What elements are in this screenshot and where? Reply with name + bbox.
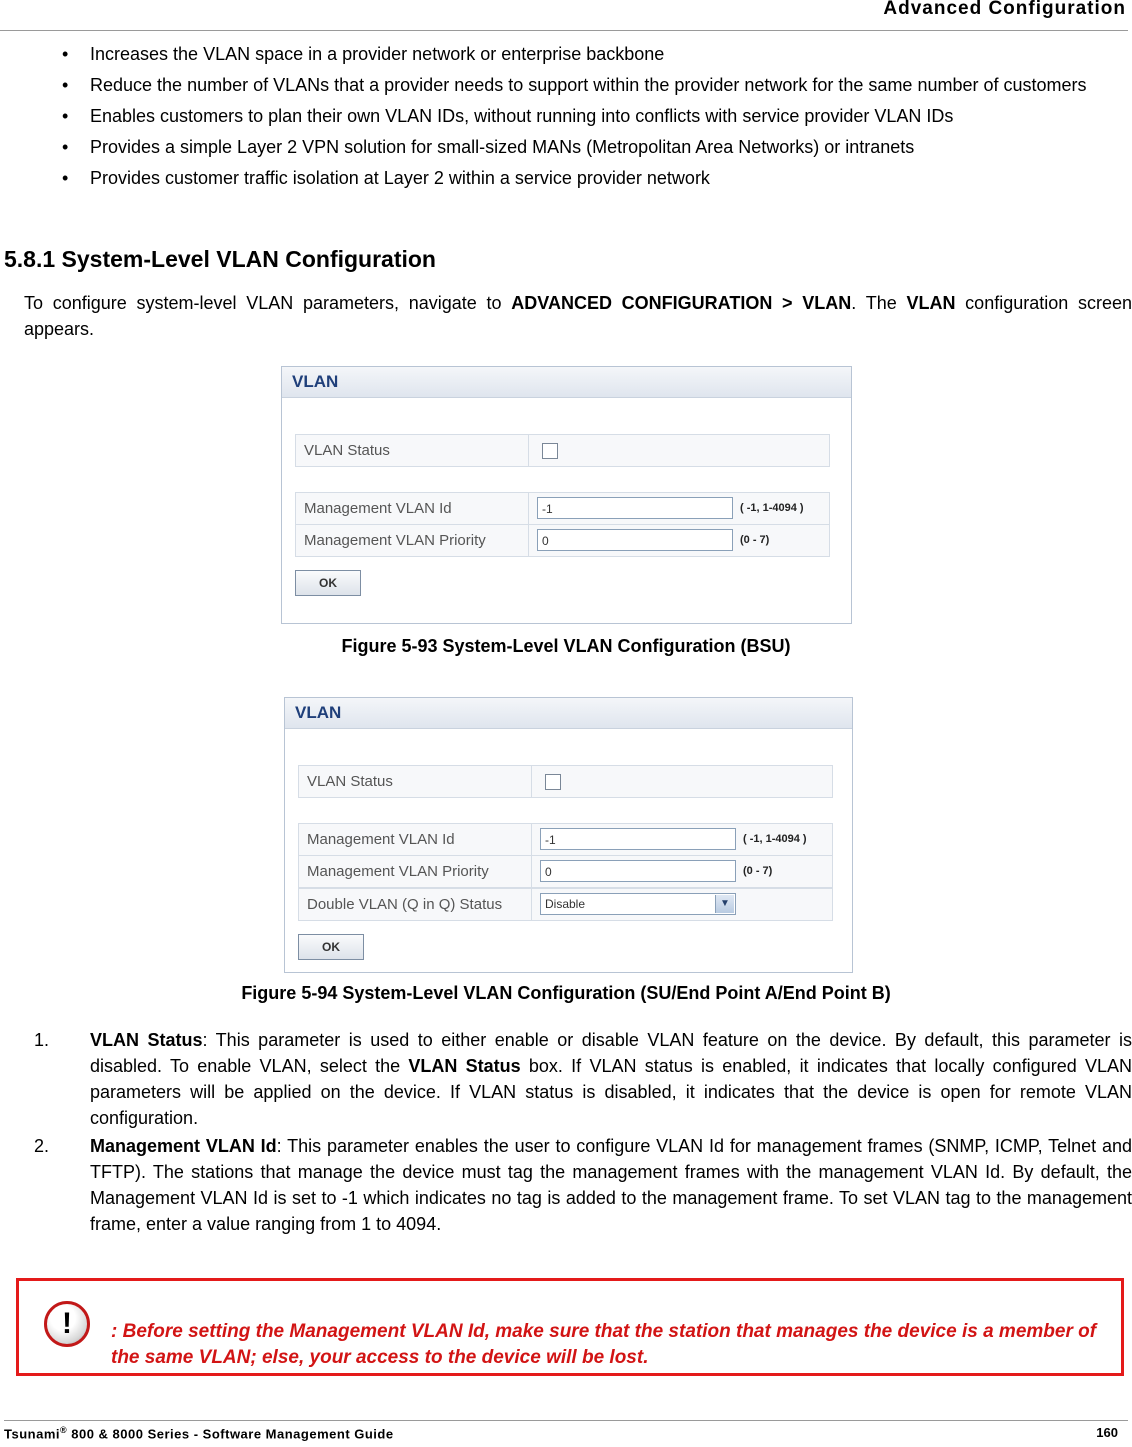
figure-caption: Figure 5-93 System-Level VLAN Configuration (BSU) <box>341 636 791 656</box>
chevron-down-icon: ▼ <box>715 895 734 913</box>
mgmt-vlan-id-range: ( -1, 1-4094 ) <box>743 833 807 845</box>
caution-text: : Before setting the Management VLAN Id, make sure that the station that manages the device is a member of the same VLAN; else, your access to the device will be lost. <box>111 1321 1097 1368</box>
mgmt-vlan-id-row: Management VLAN Id -1 ( -1, 1-4094 ) <box>298 823 833 856</box>
mgmt-vlan-priority-row: Management VLAN Priority 0 (0 - 7) <box>298 855 833 888</box>
mgmt-vlan-priority-range: (0 - 7) <box>740 534 770 546</box>
panel-title-bar <box>282 367 851 398</box>
vlan-status-row: VLAN Status <box>295 434 830 467</box>
vlan-status-checkbox[interactable] <box>545 774 561 790</box>
figure-caption: Figure 5-94 System-Level VLAN Configuration (SU/End Point A/End Point B) <box>241 983 891 1003</box>
mgmt-vlan-priority-input[interactable]: 0 <box>537 529 733 551</box>
bullet-icon: • <box>62 168 69 188</box>
mgmt-vlan-id-input[interactable]: -1 <box>540 828 736 850</box>
bullet-icon: • <box>62 137 69 157</box>
panel-title: VLAN <box>295 703 342 722</box>
bullet-icon: • <box>62 44 69 64</box>
numbered-item-vlan-status: 1. VLAN Status: This parameter is used to either enable or disable VLAN feature on the device. By default, this parameter is disabled. To enable VLAN, select the VLAN Status box. If VLAN status is enabled, it indicates that locally configured VLAN parameters will be applied on the device. If VLAN status is disabled, it indicates that the device is open for remote VLAN configuration. <box>34 1030 1132 1128</box>
mgmt-vlan-id-input[interactable]: -1 <box>537 497 733 519</box>
feature-bullet-list <box>62 42 1122 197</box>
vlan-panel-bsu <box>281 366 852 624</box>
mgmt-vlan-priority-input[interactable]: 0 <box>540 860 736 882</box>
list-item: • Provides a simple Layer 2 VPN solution for small-sized MANs (Metropolitan Area Networks) or intranets <box>62 137 915 157</box>
mgmt-vlan-id-range: ( -1, 1-4094 ) <box>740 502 804 514</box>
list-item: • Provides customer traffic isolation at Layer 2 within a service provider network <box>62 168 710 188</box>
running-header: Advanced Configuration <box>883 0 1126 19</box>
mgmt-vlan-priority-row: Management VLAN Priority 0 (0 - 7) <box>295 524 830 557</box>
footer-title: Tsunami® 800 & 8000 Series - Software Management Guide <box>4 1425 394 1442</box>
bullet-icon: • <box>62 75 69 95</box>
panel-title: VLAN <box>292 372 339 391</box>
ok-button[interactable]: OK <box>298 934 364 960</box>
page-number: 160 <box>1096 1425 1118 1440</box>
header-rule <box>0 30 1128 31</box>
ok-button[interactable]: OK <box>295 570 361 596</box>
warning-icon: ! <box>44 1301 90 1347</box>
numbered-item-mgmt-vlan-id: 2. Management VLAN Id: This parameter enables the user to configure VLAN Id for management frames (SNMP, ICMP, Telnet and TFTP). The stations that manage the device must tag the management frames with the management VLAN Id. By default, the Management VLAN Id is set to -1 which indicates no tag is added to the management frame. To set VLAN tag to the management frame, enter a value ranging from 1 to 4094. <box>34 1136 1132 1234</box>
intro-paragraph: To configure system-level VLAN parameters, navigate to ADVANCED CONFIGURATION > VLAN. The VLAN configuration screen appears. <box>24 293 1132 339</box>
list-item: • Increases the VLAN space in a provider network or enterprise backbone <box>62 44 665 64</box>
vlan-status-row: VLAN Status <box>298 765 833 798</box>
vlan-status-checkbox[interactable] <box>542 443 558 459</box>
mgmt-vlan-priority-range: (0 - 7) <box>743 865 773 877</box>
footer-rule <box>4 1420 1128 1421</box>
bullet-icon: • <box>62 106 69 126</box>
list-item: • Reduce the number of VLANs that a provider needs to support within the provider network for the same number of customers <box>62 75 1087 95</box>
qinq-status-select[interactable]: Disable ▼ <box>540 893 736 915</box>
mgmt-vlan-id-row: Management VLAN Id -1 ( -1, 1-4094 ) <box>295 492 830 525</box>
panel-title-bar <box>285 698 852 729</box>
section-title: 5.8.1 System-Level VLAN Configuration <box>4 246 436 272</box>
caution-note <box>16 1278 1124 1376</box>
list-item: • Enables customers to plan their own VLAN IDs, without running into conflicts with service provider VLAN IDs <box>62 106 954 126</box>
qinq-status-row: Double VLAN (Q in Q) Status Disable ▼ <box>298 888 833 921</box>
vlan-panel-su <box>284 697 853 973</box>
